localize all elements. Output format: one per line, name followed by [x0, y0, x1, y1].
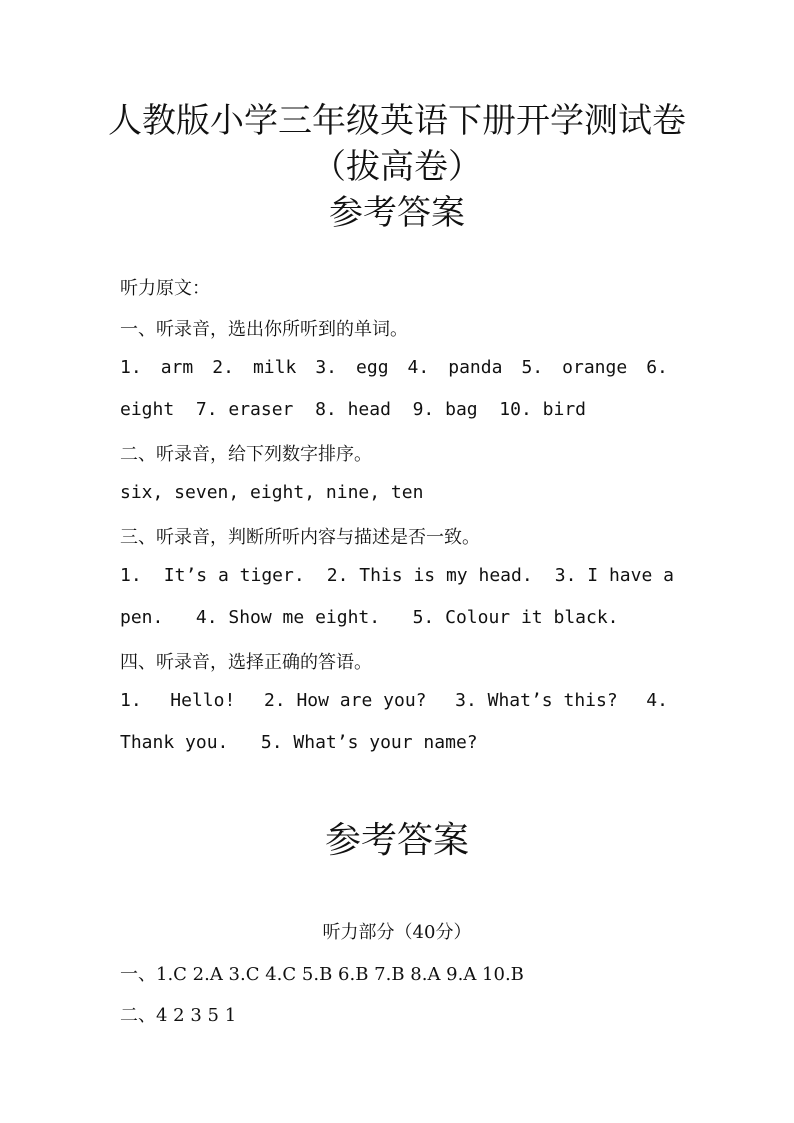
section4-token: 4.: [646, 690, 668, 711]
section3-token: 2. This is my head.: [326, 565, 533, 586]
answers-subheading: 听力部分（40分）: [322, 922, 472, 943]
section3-heading: 三、听录音，判断所听内容与描述是否一致。: [120, 527, 480, 548]
section1-token: panda: [448, 357, 503, 378]
section1-token: milk: [252, 357, 297, 378]
section1-token: 4.: [407, 357, 430, 378]
answers-heading: 参考答案: [324, 820, 469, 861]
section1-token: egg: [356, 357, 389, 378]
answers-line-1: 一、1.C 2.A 3.C 4.C 5.B 6.B 7.B 8.A 9.A 10.B: [120, 964, 524, 985]
section1-token: 1.: [120, 357, 142, 378]
section3-row2: pen. 4. Show me eight. 5. Colour it black.: [120, 607, 619, 628]
title-line-1: 人教版小学三年级英语下册开学测试卷: [108, 101, 686, 141]
section3-token: 1.: [120, 565, 142, 586]
section3-token: It’s a tiger.: [163, 565, 305, 586]
title-line-2: （拔高卷）: [312, 147, 482, 187]
section4-token: 1.: [120, 690, 142, 711]
section3-row1: [120, 565, 674, 586]
section4-token: 2. How are you?: [263, 690, 427, 711]
section4-token: 3. What’s this?: [455, 690, 618, 711]
section4-row1: [120, 690, 668, 711]
section4-token: Hello!: [170, 690, 236, 711]
section1-heading: 一、听录音，选出你所听到的单词。: [120, 319, 408, 340]
document-title: [60, 98, 734, 236]
section2-heading: 二、听录音，给下列数字排序。: [120, 444, 372, 465]
answers-line-2: 二、4 2 3 5 1: [120, 1005, 237, 1026]
section3-token: 3. I have a: [554, 565, 674, 586]
section4-row2: Thank you. 5. What’s your name?: [120, 732, 478, 753]
section1-token: 6.: [646, 357, 668, 378]
section4-heading: 四、听录音，选择正确的答语。: [120, 652, 372, 673]
listening-script-heading: 听力原文：: [120, 278, 210, 299]
section1-token: 3.: [315, 357, 337, 378]
section1-token: arm: [160, 357, 194, 378]
section1-row1: [120, 357, 668, 378]
section1-token: 5.: [521, 357, 544, 378]
section1-row2: eight 7. eraser 8. head 9. bag 10. bird: [120, 399, 586, 420]
section1-token: 2.: [212, 357, 234, 378]
section1-token: orange: [562, 357, 628, 378]
title-line-3: 参考答案: [329, 193, 465, 233]
section2-text: six, seven, eight, nine, ten: [120, 482, 424, 503]
